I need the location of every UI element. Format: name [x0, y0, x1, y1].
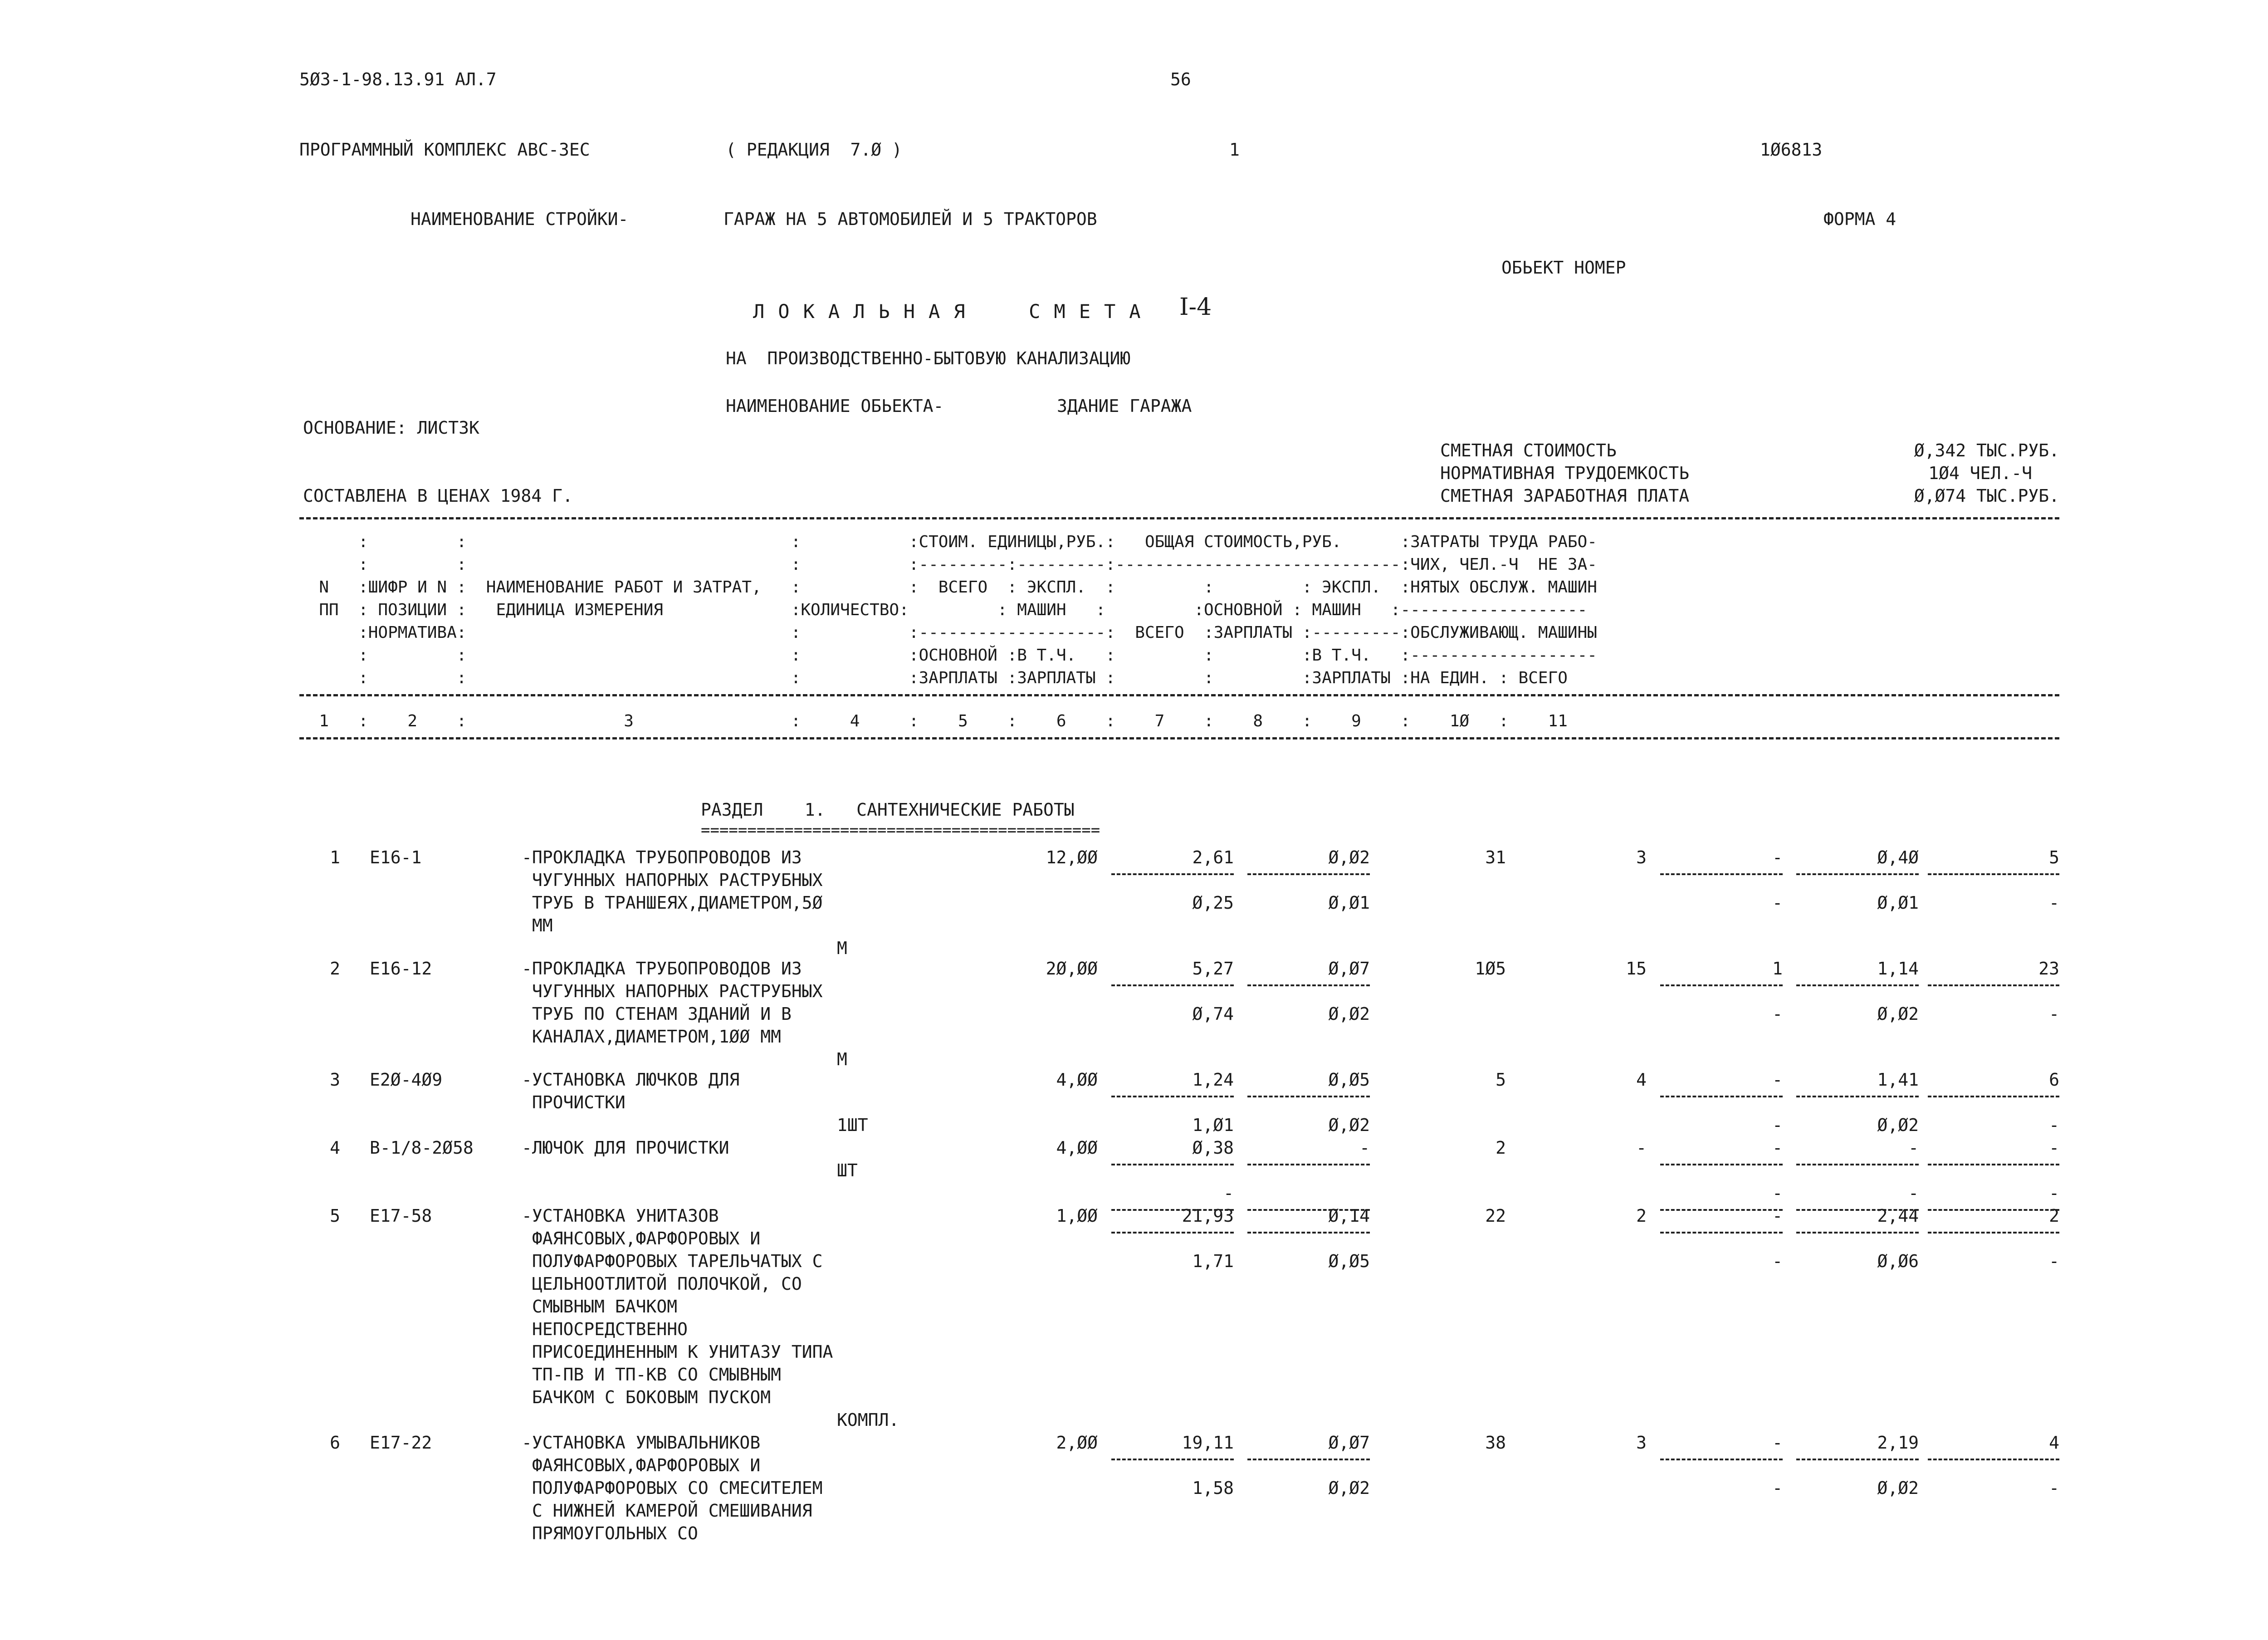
row-description-line: ПОЛУФАРФОРОВЫХ ТАРЕЛЬЧАТЫХ С [522, 1251, 823, 1271]
row-machine-wages: - [1772, 1251, 1783, 1271]
row-description-line: ФАЯНСОВЫХ,ФАРФОРОВЫХ И [522, 1229, 761, 1248]
row-separator [1928, 1232, 2059, 1234]
row-separator [1111, 873, 1234, 875]
header-line: :НОРМАТИВА: : :-------------------: ВСЕГО :ЗАРПЛАТЫ :---------:ОБСЛУЖИВАЮЩ. МАШИНЫ [299, 623, 1597, 642]
row-wages: 15 [1626, 959, 1647, 979]
row-unit-wages: Ø,74 [1192, 1004, 1234, 1024]
row-labor-total: 4 [2049, 1433, 2059, 1453]
document-subtitle: НА ПРОИЗВОДСТВЕННО-БЫТОВУЮ КАНАЛИЗАЦИЮ [726, 348, 1131, 368]
row-separator [1660, 873, 1783, 875]
basis-text: ОСНОВАНИЕ: ЛИСТ3К [303, 418, 479, 438]
row-unit-total: 2,61 [1192, 847, 1234, 867]
row-separator [1660, 1209, 1783, 1211]
row-separator [1111, 1209, 1234, 1211]
row-unit: М [837, 938, 847, 958]
row-description-line: СМЫВНЫМ БАЧКОМ [522, 1297, 678, 1317]
row-description-line: ФАЯНСОВЫХ,ФАРФОРОВЫХ И [522, 1455, 761, 1475]
row-machine-wages: - [1772, 1115, 1783, 1135]
row-machines: - [1772, 1433, 1783, 1453]
row-separator [1928, 1209, 2059, 1211]
row-machines: - [1772, 1138, 1783, 1158]
row-labor-unit: Ø,4Ø [1877, 847, 1919, 867]
row-quantity: 12,ØØ [1046, 847, 1098, 867]
header-line: : : : :СТОИМ. ЕДИНИЦЫ,РУБ.: ОБЩАЯ СТОИМОСТЬ,РУБ. :ЗАТРАТЫ ТРУДА РАБО- [299, 533, 1597, 551]
row-number: 6 [330, 1433, 340, 1453]
row-service-unit: Ø,Ø6 [1877, 1251, 1919, 1271]
row-wages: 4 [1636, 1070, 1647, 1090]
row-code: Е17-58 [370, 1206, 432, 1226]
section-title: РАЗДЕЛ 1. САНТЕХНИЧЕСКИЕ РАБОТЫ [701, 800, 1075, 820]
row-code: Е16-1 [370, 847, 422, 867]
row-labor-total: - [2049, 1138, 2059, 1158]
row-description-line: -ПРОКЛАДКА ТРУБОПРОВОДОВ ИЗ [522, 847, 802, 867]
row-description-line: ММ [522, 915, 553, 935]
row-labor-total: 5 [2049, 847, 2059, 867]
row-separator [1247, 1164, 1370, 1165]
construction-label: НАИМЕНОВАНИЕ СТРОЙКИ- [411, 209, 629, 229]
row-unit-machines: Ø,Ø7 [1328, 959, 1370, 979]
row-separator [1247, 1209, 1370, 1211]
row-machines: - [1772, 1070, 1783, 1090]
row-quantity: 4,ØØ [1056, 1138, 1098, 1158]
document-title: ЛОКАЛЬНАЯ СМЕТА [753, 300, 1154, 323]
row-wages: 3 [1636, 847, 1647, 867]
section-underline: =========================================== [701, 821, 1100, 839]
row-unit-wages: - [1223, 1183, 1234, 1203]
row-wages: 3 [1636, 1433, 1647, 1453]
row-total: 5 [1496, 1070, 1506, 1090]
row-unit-machine-wages: Ø,Ø2 [1328, 1478, 1370, 1498]
row-unit-machines: Ø,Ø7 [1328, 1433, 1370, 1453]
row-separator [1928, 1096, 2059, 1097]
row-description-line: ПРЯМОУГОЛЬНЫХ СО [522, 1523, 698, 1543]
row-description-line: ТРУБ В ТРАНШЕЯХ,ДИАМЕТРОМ,5Ø [522, 893, 823, 913]
row-separator [1111, 984, 1234, 986]
row-description-line: ЧУГУННЫХ НАПОРНЫХ РАСТРУБНЫХ [522, 981, 823, 1001]
row-machine-wages: - [1772, 1004, 1783, 1024]
row-machines: - [1772, 1206, 1783, 1226]
row-description-line: НЕПОСРЕДСТВЕННО [522, 1319, 688, 1339]
row-description-line: ЧУГУННЫХ НАПОРНЫХ РАСТРУБНЫХ [522, 870, 823, 890]
column-numbers: 1 : 2 : 3 : 4 : 5 : 6 : 7 : 8 : 9 : 1Ø : 11 [299, 712, 1568, 730]
row-unit-total: 19,11 [1182, 1433, 1234, 1453]
row-separator [1247, 873, 1370, 875]
row-service-total: - [2049, 1251, 2059, 1271]
header-line: : : : :---------:---------:-----------------------------:ЧИХ, ЧЕЛ.-Ч НЕ ЗА- [299, 555, 1597, 574]
row-code: В-1/8-2Ø58 [370, 1138, 474, 1158]
row-total: 31 [1485, 847, 1506, 867]
price-basis: СОСТАВЛЕНА В ЦЕНАХ 1984 Г. [303, 486, 573, 506]
row-service-total: - [2049, 1183, 2059, 1203]
header-line: : : : :ОСНОВНОЙ :В Т.Ч. : : :В Т.Ч. :------------------- [299, 646, 1597, 665]
row-unit-machine-wages: Ø,Ø5 [1328, 1251, 1370, 1271]
summary-label-wages: СМЕТНАЯ ЗАРАБОТНАЯ ПЛАТА [1440, 486, 1690, 506]
row-unit-machines: Ø,Ø5 [1328, 1070, 1370, 1090]
row-machines: 1 [1772, 959, 1783, 979]
row-total: 38 [1485, 1433, 1506, 1453]
row-unit-machines: Ø,14 [1328, 1206, 1370, 1226]
row-labor-unit: - [1908, 1138, 1919, 1158]
row-separator [1660, 1459, 1783, 1460]
row-total: 1Ø5 [1475, 959, 1506, 979]
document-reference: 5Ø3-1-98.13.91 АЛ.7 [299, 69, 497, 89]
row-labor-unit: 1,14 [1877, 959, 1919, 979]
row-labor-unit: 2,19 [1877, 1433, 1919, 1453]
row-service-total: - [2049, 1478, 2059, 1498]
row-separator [1111, 1164, 1234, 1165]
row-separator [1796, 1459, 1919, 1460]
row-unit: 1ШТ [837, 1115, 868, 1135]
header-rule [299, 694, 2059, 696]
row-description-line: ПРОЧИСТКИ [522, 1092, 626, 1112]
row-number: 2 [330, 959, 340, 979]
row-unit-wages: 1,71 [1192, 1251, 1234, 1271]
row-unit-machine-wages: Ø,Ø2 [1328, 1115, 1370, 1135]
row-unit-total: 21,93 [1182, 1206, 1234, 1226]
row-separator [1247, 1096, 1370, 1097]
header-line: : : : :ЗАРПЛАТЫ :ЗАРПЛАТЫ : : :ЗАРПЛАТЫ :НА ЕДИН. : ВСЕГО [299, 669, 1568, 687]
program-name: ПРОГРАММНЫЙ КОМПЛЕКС АВС-3ЕС [299, 140, 590, 160]
row-number: 4 [330, 1138, 340, 1158]
row-service-total: - [2049, 1115, 2059, 1135]
header-line: ПП : ПОЗИЦИИ : ЕДИНИЦА ИЗМЕРЕНИЯ :КОЛИЧЕСТВО: : МАШИН : :ОСНОВНОЙ : МАШИН :------------------- [299, 601, 1588, 619]
row-service-total: - [2049, 893, 2059, 913]
row-separator [1796, 1096, 1919, 1097]
row-quantity: 4,ØØ [1056, 1070, 1098, 1090]
document-code: 1Ø6813 [1760, 140, 1823, 160]
row-separator [1796, 984, 1919, 986]
row-description-line: С НИЖНЕЙ КАМЕРОЙ СМЕШИВАНИЯ [522, 1501, 812, 1521]
row-number: 3 [330, 1070, 340, 1090]
row-total: 2 [1496, 1138, 1506, 1158]
row-number: 5 [330, 1206, 340, 1226]
row-unit-wages: 1,Ø1 [1192, 1115, 1234, 1135]
header-bottom-rule [299, 737, 2059, 739]
row-description-line: ТП-ПВ И ТП-КВ СО СМЫВНЫМ [522, 1365, 781, 1385]
row-unit: ШТ [837, 1160, 858, 1180]
row-machine-wages: - [1772, 1183, 1783, 1203]
object-name: ЗДАНИЕ ГАРАЖА [1057, 396, 1192, 416]
row-separator [1796, 873, 1919, 875]
row-service-total: - [2049, 1004, 2059, 1024]
row-separator [1660, 984, 1783, 986]
row-separator [1660, 1164, 1783, 1165]
row-separator [1247, 1459, 1370, 1460]
header-line: N :ШИФР И N : НАИМЕНОВАНИЕ РАБОТ И ЗАТРАТ, : : ВСЕГО : ЭКСПЛ. : : : ЭКСПЛ. :НЯТЫХ ОБСЛУЖ. МАШИН [299, 578, 1597, 597]
row-service-unit: Ø,Ø2 [1877, 1004, 1919, 1024]
summary-value-wages: Ø,Ø74 ТЫС.РУБ. [1914, 486, 2059, 506]
row-separator [1928, 873, 2059, 875]
row-number: 1 [330, 847, 340, 867]
row-labor-unit: 1,41 [1877, 1070, 1919, 1090]
row-description-line: ТРУБ ПО СТЕНАМ ЗДАНИЙ И В [522, 1004, 792, 1024]
row-service-unit: Ø,Ø1 [1877, 893, 1919, 913]
row-total: 22 [1485, 1206, 1506, 1226]
row-separator [1111, 1459, 1234, 1460]
row-separator [1796, 1232, 1919, 1234]
row-unit-total: 5,27 [1192, 959, 1234, 979]
row-code: Е17-22 [370, 1433, 432, 1453]
row-separator [1247, 1232, 1370, 1234]
row-unit: М [837, 1049, 847, 1069]
row-description-line: -УСТАНОВКА УМЫВАЛЬНИКОВ [522, 1433, 761, 1453]
summary-label-labor: НОРМАТИВНАЯ ТРУДОЕМКОСТЬ [1440, 463, 1690, 483]
row-unit-machines: - [1359, 1138, 1370, 1158]
row-quantity: 1,ØØ [1056, 1206, 1098, 1226]
row-description-line: -ПРОКЛАДКА ТРУБОПРОВОДОВ ИЗ [522, 959, 802, 979]
row-description-line: БАЧКОМ С БОКОВЫМ ПУСКОМ [522, 1387, 771, 1407]
estimate-number: I-4 [1179, 294, 1212, 321]
row-separator [1796, 1164, 1919, 1165]
row-separator [1660, 1232, 1783, 1234]
row-unit-machine-wages: Ø,Ø2 [1328, 1004, 1370, 1024]
summary-value-cost: Ø,342 ТЫС.РУБ. [1914, 441, 2059, 460]
row-unit: КОМПЛ. [837, 1410, 899, 1430]
row-description-line: ЦЕЛЬНООТЛИТОЙ ПОЛОЧКОЙ, СО [522, 1274, 802, 1294]
row-quantity: 2,ØØ [1056, 1433, 1098, 1453]
row-labor-total: 2 [2049, 1206, 2059, 1226]
row-service-unit: Ø,Ø2 [1877, 1478, 1919, 1498]
row-description-line: КАНАЛАХ,ДИАМЕТРОМ,1ØØ ММ [522, 1027, 781, 1047]
row-separator [1796, 1209, 1919, 1211]
program-edition: ( РЕДАКЦИЯ 7.Ø ) [726, 140, 902, 160]
row-machines: - [1772, 847, 1783, 867]
row-separator [1660, 1096, 1783, 1097]
sheet-number: 1 [1229, 140, 1240, 160]
row-unit-wages: 1,58 [1192, 1478, 1234, 1498]
summary-value-labor: 1Ø4 ЧЕЛ.-Ч [1928, 463, 2032, 483]
row-separator [1928, 1164, 2059, 1165]
row-wages: - [1636, 1138, 1647, 1158]
row-service-unit: - [1908, 1183, 1919, 1203]
row-unit-wages: Ø,25 [1192, 893, 1234, 913]
row-separator [1111, 1096, 1234, 1097]
row-separator [1247, 984, 1370, 986]
row-separator [1928, 1459, 2059, 1460]
row-code: Е16-12 [370, 959, 432, 979]
row-machine-wages: - [1772, 893, 1783, 913]
row-unit-total: Ø,38 [1192, 1138, 1234, 1158]
row-unit-machine-wages: Ø,Ø1 [1328, 893, 1370, 913]
construction-name: ГАРАЖ НА 5 АВТОМОБИЛЕЙ И 5 ТРАКТОРОВ [723, 209, 1097, 229]
row-unit-machines: Ø,Ø2 [1328, 847, 1370, 867]
row-labor-total: 6 [2049, 1070, 2059, 1090]
row-description-line: ПОЛУФАРФОРОВЫХ СО СМЕСИТЕЛЕМ [522, 1478, 823, 1498]
form-number: ФОРМА 4 [1823, 209, 1897, 229]
row-separator [1928, 984, 2059, 986]
table-top-rule [299, 517, 2059, 519]
row-description-line: -ЛЮЧОК ДЛЯ ПРОЧИСТКИ [522, 1138, 729, 1158]
row-quantity: 2Ø,ØØ [1046, 959, 1098, 979]
summary-label-cost: СМЕТНАЯ СТОИМОСТЬ [1440, 441, 1617, 460]
object-label: НАИМЕНОВАНИЕ ОБЬЕКТА- [726, 396, 944, 416]
row-description-line: -УСТАНОВКА УНИТАЗОВ [522, 1206, 719, 1226]
row-unit-total: 1,24 [1192, 1070, 1234, 1090]
row-code: Е2Ø-4Ø9 [370, 1070, 443, 1090]
row-labor-unit: 2,44 [1877, 1206, 1919, 1226]
object-number-label: ОБЬЕКТ НОМЕР [1501, 258, 1626, 278]
row-service-unit: Ø,Ø2 [1877, 1115, 1919, 1135]
row-wages: 2 [1636, 1206, 1647, 1226]
row-description-line: -УСТАНОВКА ЛЮЧКОВ ДЛЯ [522, 1070, 740, 1090]
row-separator [1111, 1232, 1234, 1234]
row-description-line: ПРИСОЕДИНЕННЫМ К УНИТАЗУ ТИПА [522, 1342, 833, 1362]
row-machine-wages: - [1772, 1478, 1783, 1498]
page-number: 56 [1170, 69, 1191, 89]
row-labor-total: 23 [2038, 959, 2059, 979]
